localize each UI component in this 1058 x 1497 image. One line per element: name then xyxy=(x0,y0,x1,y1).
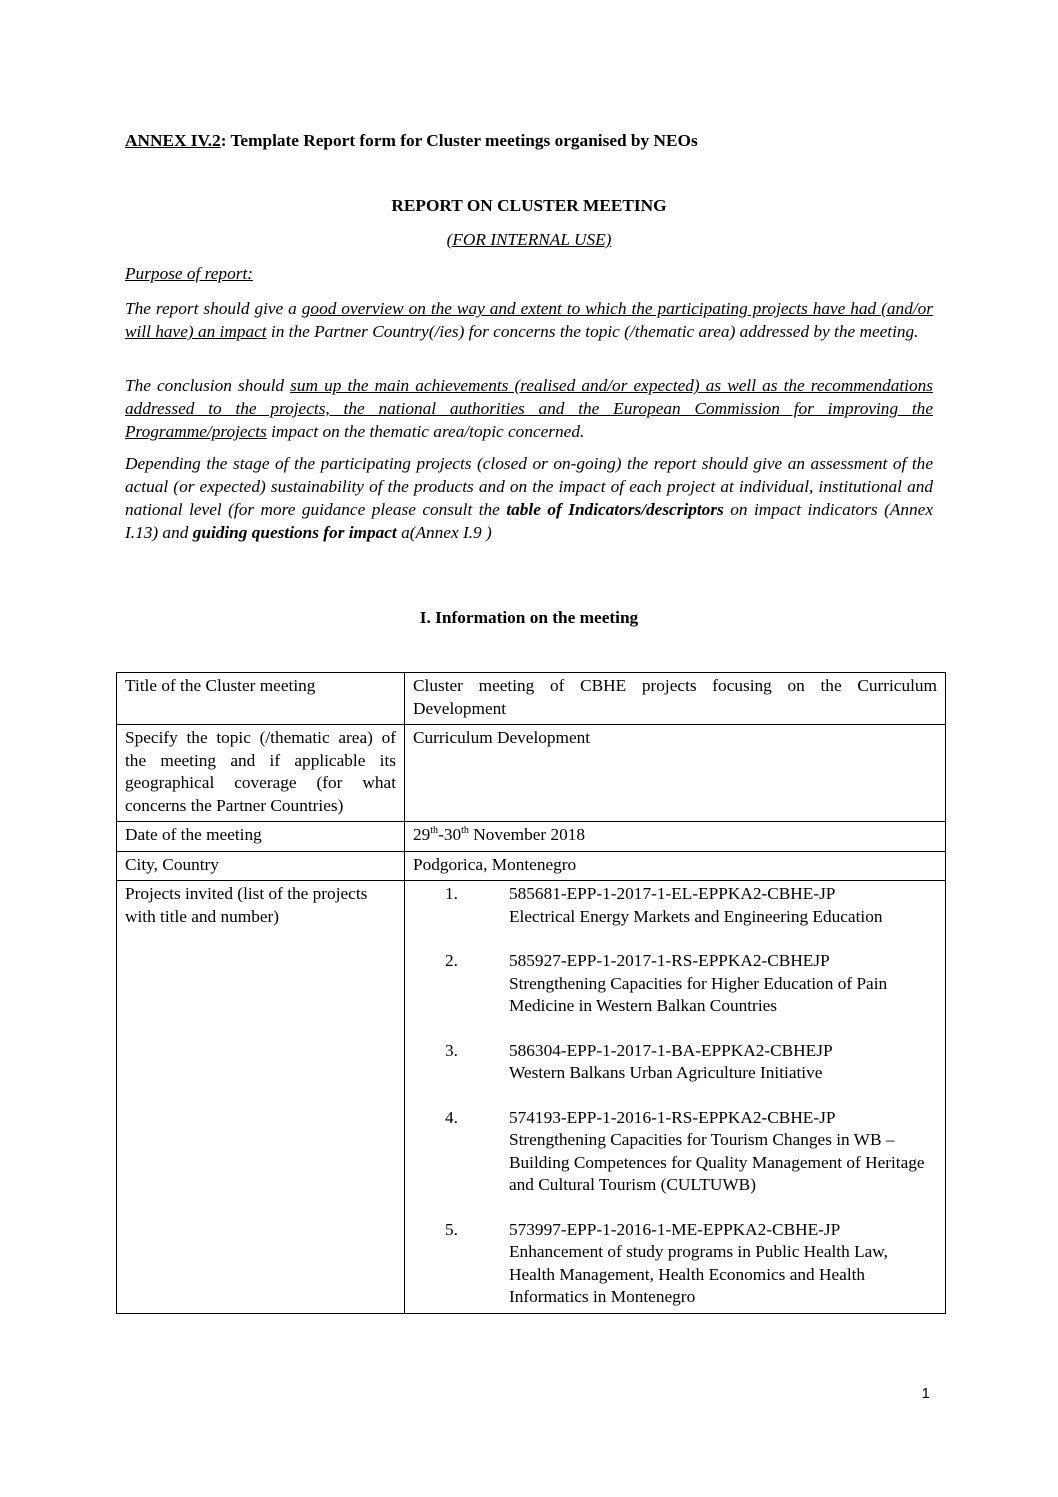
list-item xyxy=(413,1219,937,1309)
table-value-cell: Podgorica, Montenegro xyxy=(405,851,946,881)
table-label-cell: Specify the topic (/thematic area) of the meeting and if applicable its geographical coverage (for what concerns the Partner Countries) xyxy=(117,725,405,822)
table-row xyxy=(117,822,946,852)
page-number: 1 xyxy=(921,1385,930,1402)
table-value-cell: Curriculum Development xyxy=(405,725,946,822)
table-label-cell: Projects invited (list of the projects with title and number) xyxy=(117,881,405,1314)
project-code: 585927-EPP-1-2017-1-RS-EPPKA2-CBHEJP xyxy=(509,951,830,970)
projects-cell xyxy=(405,881,946,1314)
paragraph-text: on impact indicators (Annex I.13) and xyxy=(125,500,934,542)
purpose-paragraph-2 xyxy=(125,374,933,443)
list-item xyxy=(413,950,937,1018)
project-details xyxy=(493,1040,833,1085)
table-row xyxy=(117,851,946,881)
report-title: REPORT ON CLUSTER MEETING xyxy=(391,196,667,215)
project-details xyxy=(493,883,883,928)
project-number: 5. xyxy=(445,1219,458,1239)
meeting-date-cell xyxy=(405,822,946,852)
table-row xyxy=(117,725,946,822)
project-code: 586304-EPP-1-2017-1-BA-EPPKA2-CBHEJP xyxy=(509,1040,833,1060)
paragraph-text: Depending the stage of the participating projects (closed or on-going) the report should give an assessment of the actual (or expected) sustainability of the products and on the impact of each project at individual, institutional and national level (for more guidance please consult the xyxy=(125,454,933,519)
date-ordinal-suffix: th xyxy=(461,825,469,837)
project-details xyxy=(493,1107,937,1197)
table-value-cell: Cluster meeting of CBHE projects focusing on the Curriculum Development xyxy=(405,673,946,725)
list-item xyxy=(413,1107,937,1197)
paragraph-bold-text: table of Indicators/descriptors xyxy=(506,500,724,519)
paragraph-underlined-text: sum up the main achievements (realised and/or expected) as well as the recommendations addressed to the projects, the national authorities and the European Commission for improving the Programme/projects xyxy=(125,376,933,441)
project-code: 585681-EPP-1-2017-1-EL-EPPKA2-CBHE-JP xyxy=(509,884,836,903)
paragraph-text: a(Annex I.9 ) xyxy=(396,523,492,542)
table-row xyxy=(117,881,946,1314)
project-number: 3. xyxy=(445,1040,458,1060)
purpose-paragraph-3 xyxy=(125,452,933,544)
project-title: Strengthening Capacities for Higher Education of Pain Medicine in Western Balkan Countries xyxy=(509,973,888,1015)
annex-heading-text: : Template Report form for Cluster meetings organised by NEOs xyxy=(220,131,698,150)
table-label-cell: Title of the Cluster meeting xyxy=(117,673,405,725)
annex-heading xyxy=(125,131,698,151)
annex-label: ANNEX IV.2 xyxy=(125,131,221,150)
meeting-info-table xyxy=(116,672,946,1314)
project-code: 573997-EPP-1-2016-1-ME-EPPKA2-CBHE-JP xyxy=(509,1219,841,1239)
table-label-cell: Date of the meeting xyxy=(117,822,405,852)
project-title: Enhancement of study programs in Public Health Law, Health Management, Health Economics and Health Informatics in Montenegro xyxy=(509,1242,888,1306)
table-row xyxy=(117,673,946,725)
projects-list xyxy=(413,883,937,1309)
paragraph-text: The report should give a xyxy=(125,299,302,318)
table-label-cell: City, Country xyxy=(117,851,405,881)
list-item xyxy=(413,883,937,928)
date-day-start: 29 xyxy=(413,825,431,844)
list-item xyxy=(413,1040,937,1085)
date-month-year: November 2018 xyxy=(468,825,586,844)
project-number: 4. xyxy=(445,1107,458,1127)
project-title: Electrical Energy Markets and Engineering Education xyxy=(509,906,883,926)
paragraph-bold-text: guiding questions for impact xyxy=(192,523,397,542)
project-number: 2. xyxy=(445,951,458,970)
paragraph-text: impact on the thematic area/topic concerned. xyxy=(266,422,585,441)
paragraph-text: in the Partner Country(/ies) for concerns the topic (/thematic area) addressed by the meeting. xyxy=(266,322,919,341)
purpose-label: Purpose of report: xyxy=(125,264,253,283)
purpose-paragraph-1 xyxy=(125,297,933,343)
project-details xyxy=(493,950,937,1018)
paragraph-underlined-text: good overview on the way and extent to which the participating projects have had (and/or will have) an impact xyxy=(125,299,933,341)
section-title: I. Information on the meeting xyxy=(419,608,639,627)
project-title: Western Balkans Urban Agriculture Initiative xyxy=(509,1063,823,1082)
date-day-end: -30 xyxy=(438,825,462,844)
project-title: Strengthening Capacities for Tourism Changes in WB – Building Competences for Quality Management of Heritage and Cultural Tourism (CULTUWB) xyxy=(509,1130,925,1194)
internal-use-note: (FOR INTERNAL USE) xyxy=(446,230,612,249)
project-number: 1. xyxy=(445,884,458,903)
project-code: 574193-EPP-1-2016-1-RS-EPPKA2-CBHE-JP xyxy=(509,1107,836,1127)
date-ordinal-suffix: th xyxy=(430,825,439,837)
project-details xyxy=(493,1219,937,1309)
paragraph-text: The conclusion should xyxy=(125,376,291,395)
